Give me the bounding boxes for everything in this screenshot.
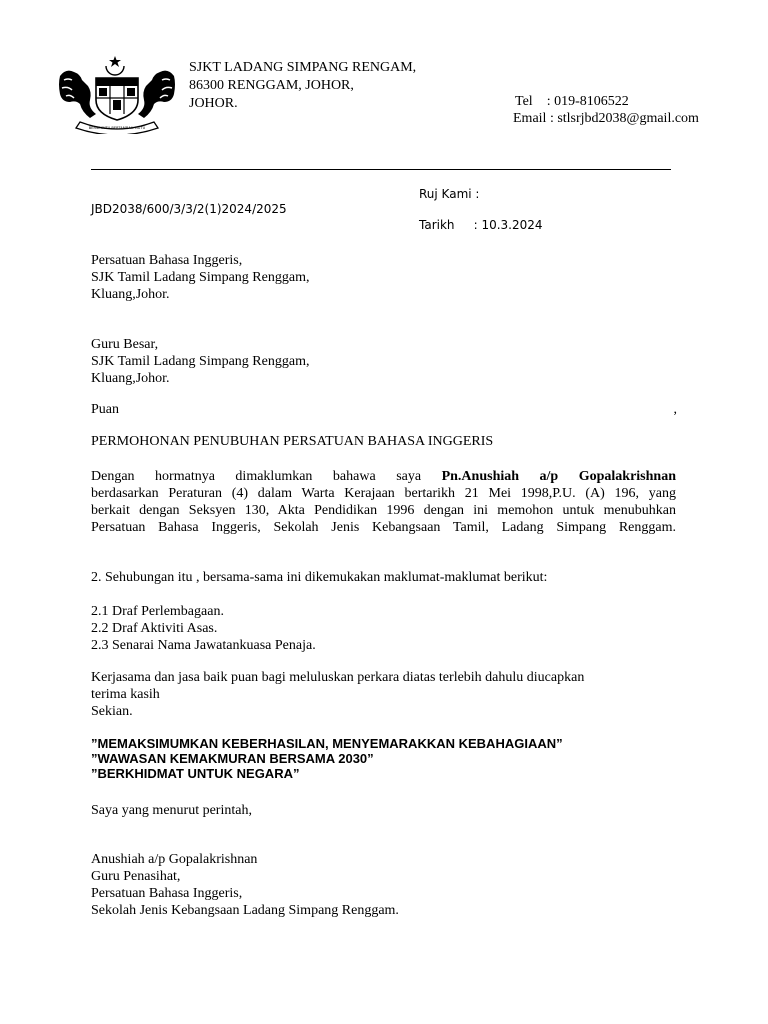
email-label: Email: [513, 111, 547, 126]
tarikh-label: Tarikh: [419, 218, 455, 232]
sign-off: Saya yang menurut perintah,: [91, 803, 252, 818]
signatory-title: Guru Penasihat,: [91, 869, 181, 884]
contact-tel: [515, 94, 629, 110]
school-name: SJKT LADANG SIMPANG RENGAM,: [189, 60, 417, 75]
sender-address: [91, 252, 309, 303]
date-line: [419, 218, 543, 232]
signatory-school: Sekolah Jenis Kebangsaan Ladang Simpang Renggam.: [91, 903, 399, 918]
body-paragraph-2: 2. Sehubungan itu , bersama-sama ini dikemukakan maklumat-maklumat berikut:: [91, 570, 548, 585]
recipient-line: Guru Besar,: [91, 337, 159, 352]
paragraph-line: berdasarkan Peraturan (4) dalam Warta Kerajaan bertarikh 21 Mei 1998,P.U. (A) 196, yang: [91, 486, 676, 501]
motto-line: ”MEMAKSIMUMKAN KEBERHASILAN, MENYEMARAKKAN KEBAHAGIAAN”: [91, 736, 563, 751]
list-item: 2.2 Draf Aktiviti Asas.: [91, 621, 218, 636]
list-item: 2.1 Draf Perlembagaan.: [91, 604, 224, 619]
sender-line: Kluang,Johor.: [91, 287, 170, 302]
ruj-kami-label: Ruj Kami :: [419, 187, 480, 201]
tarikh-value: : 10.3.2024: [473, 218, 543, 232]
paragraph-line: [91, 468, 676, 485]
svg-text:BERSEKUTU BERTAMBAH MUTU: BERSEKUTU BERTAMBAH MUTU: [88, 126, 146, 130]
signature-block: [91, 851, 399, 919]
salutation-word: Puan: [91, 402, 119, 417]
attachment-list: [91, 603, 316, 654]
sender-line: Persatuan Bahasa Inggeris,: [91, 253, 243, 268]
email-value: : stlsrjbd2038@gmail.com: [549, 111, 699, 126]
school-address: [189, 59, 416, 113]
closing-paragraph: [91, 669, 584, 720]
tel-label: Tel: [515, 94, 533, 109]
recipient-line: SJK Tamil Ladang Simpang Renggam,: [91, 354, 310, 369]
applicant-name: Pn.Anushiah a/p Gopalakrishnan: [441, 469, 676, 484]
coat-of-arms-icon: [56, 56, 178, 134]
paragraph-intro: Dengan hormatnya dimaklumkan bahawa saya: [91, 469, 442, 484]
body-paragraph-1: [91, 468, 676, 536]
signatory-org: Persatuan Bahasa Inggeris,: [91, 886, 243, 901]
header-divider: [91, 169, 671, 170]
list-item: 2.3 Senarai Nama Jawatankuasa Penaja.: [91, 638, 316, 653]
salutation-comma: ,: [673, 402, 677, 417]
signatory-name: Anushiah a/p Gopalakrishnan: [91, 852, 258, 867]
closing-line: terima kasih: [91, 687, 160, 702]
recipient-line: Kluang,Johor.: [91, 371, 170, 386]
motto-line: ”WAWASAN KEMAKMURAN BERSAMA 2030”: [91, 751, 374, 766]
motto-line: ”BERKHIDMAT UNTUK NEGARA”: [91, 766, 300, 781]
tel-value: : 019-8106522: [546, 94, 629, 109]
school-state: JOHOR.: [189, 96, 238, 111]
paragraph-line: berkait dengan Seksyen 130, Akta Pendidikan 1996 dengan ini memohon untuk menubuhkan: [91, 503, 676, 518]
closing-line: Kerjasama dan jasa baik puan bagi meluluskan perkara diatas terlebih dahulu diucapkan: [91, 670, 585, 685]
letter-subject: PERMOHONAN PENUBUHAN PERSATUAN BAHASA INGGERIS: [91, 434, 494, 449]
closing-line: Sekian.: [91, 704, 133, 719]
salutation: [91, 402, 677, 418]
school-postcode-city: 86300 RENGGAM, JOHOR,: [189, 78, 354, 93]
reference-number: JBD2038/600/3/3/2(1)2024/2025: [91, 202, 287, 216]
contact-email: [513, 111, 699, 127]
sender-line: SJK Tamil Ladang Simpang Renggam,: [91, 270, 310, 285]
paragraph-line: Persatuan Bahasa Inggeris, Sekolah Jenis Kebangsaan Tamil, Ladang Simpang Renggam.: [91, 520, 676, 535]
recipient-address: [91, 336, 309, 387]
motto-block: [91, 736, 563, 781]
